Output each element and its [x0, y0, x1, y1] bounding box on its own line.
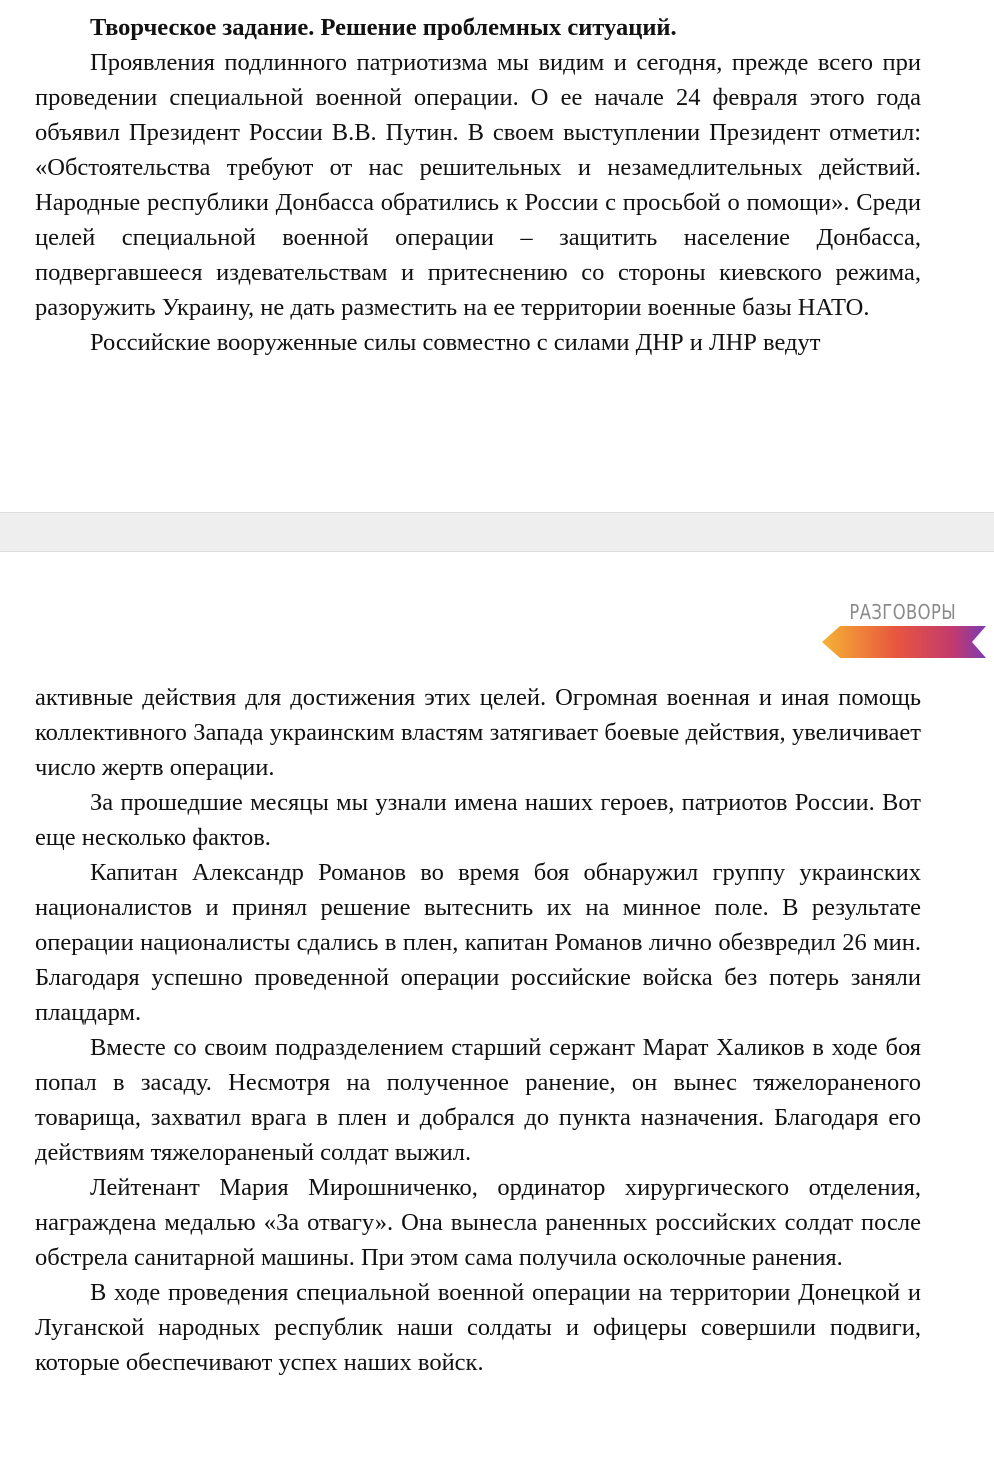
- page-1-text: [35, 10, 921, 360]
- logo-bottom-text: О ВАЖНОМ: [850, 658, 967, 682]
- paragraph-continuation: активные действия для достижения этих целей. Огромная военная и иная помощь коллективного Запада украинским властям затягивает боевые действия, увеличивает число жертв операции.: [35, 684, 921, 781]
- page-separator: [0, 512, 994, 552]
- paragraph-svo-intro: Проявления подлинного патриотизма мы видим и сегодня, прежде всего при проведении специальной военной операции. О ее начале 24 февраля этого года объявил Президент России В.В. Путин. В своем выступлении Президент отметил: «Обстоятельства требуют от нас решительных и незамедлительных действий. Народные республики Донбасса обратились к России с просьбой о помощи». Среди целей специальной военной операции – защитить население Донбасса, подвергавшееся издевательствам и притеснению со стороны киевского режима, разоружить Украину, не дать разместить на ее территории военные базы НАТО.: [35, 49, 921, 321]
- logo-top-text: РАЗГОВОРЫ: [849, 600, 956, 624]
- page-2-text: [35, 680, 921, 1380]
- document-page-1: [0, 0, 994, 512]
- task-heading: Творческое задание. Решение проблемных ситуаций.: [90, 14, 677, 41]
- logo-banner: [822, 626, 986, 682]
- paragraph-conclusion: В ходе проведения специальной военной операции на территории Донецкой и Луганской народных республик наши солдаты и офицеры совершили подвиги, которые обеспечивают успех наших войск.: [35, 1279, 921, 1376]
- paragraph-romanov: Капитан Александр Романов во время боя обнаружил группу украинских националистов и принял решение вытеснить их на минное поле. В результате операции националисты сдались в плен, капитан Романов лично обезвредил 26 мин. Благодаря успешно проведенной операции российские войска без потерь заняли плацдарм.: [35, 859, 921, 1026]
- razgovory-o-vazhnom-logo: [818, 596, 986, 682]
- paragraph-khalikov: Вместе со своим подразделением старший сержант Марат Халиков в ходе боя попал в засаду. Несмотря на полученное ранение, он вынес тяжелораненого товарища, захватил врага в плен и добрался до пункта назначения. Благодаря его действиям тяжелораненый солдат выжил.: [35, 1034, 921, 1166]
- logo-banner-shape: [822, 626, 986, 658]
- paragraph-heroes-intro: За прошедшие месяцы мы узнали имена наших героев, патриотов России. Вот еще несколько фактов.: [35, 789, 921, 851]
- paragraph-armed-forces: Российские вооруженные силы совместно с силами ДНР и ЛНР ведут: [90, 329, 821, 356]
- paragraph-miroshnichenko: Лейтенант Мария Мирошниченко, ординатор хирургического отделения, награждена медалью «За отвагу». Она вынесла раненных российских солдат после обстрела санитарной машины. При этом сама получила осколочные ранения.: [35, 1174, 921, 1271]
- document-page-2: [0, 552, 994, 1457]
